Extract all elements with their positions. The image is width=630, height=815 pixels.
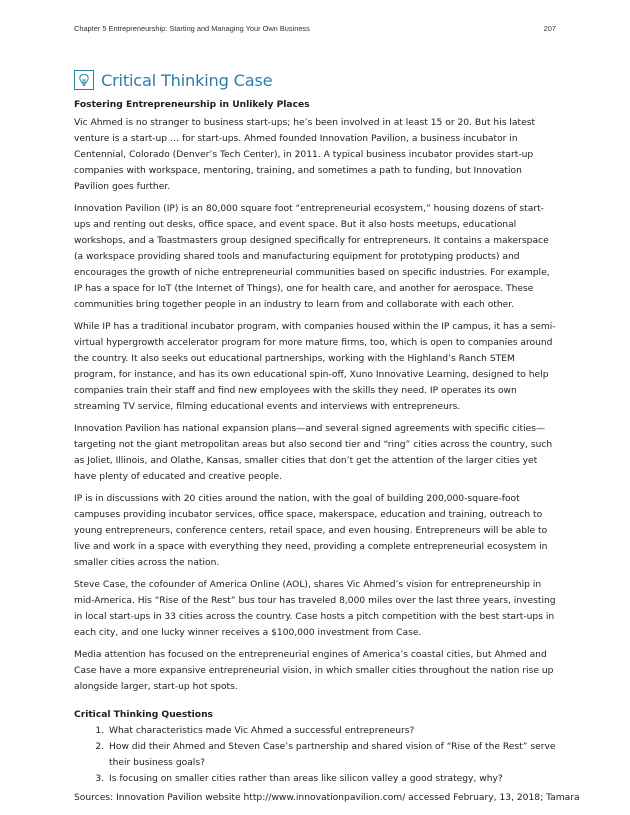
question-item: 1. What characteristics made Vic Ahmed a successful entrepreneurs? xyxy=(107,723,558,739)
article-body xyxy=(74,97,580,806)
running-header xyxy=(74,24,556,33)
paragraph: Steve Case, the cofounder of America Online (AOL), shares Vic Ahmed’s vision for entrepreneurship in mid-America. His “Rise of the Rest” bus tour has traveled 8,000 miles over the last three years, investing in local start-ups in 33 cities across the country. Case hosts a pitch competition with the best start-ups in each city, and one lucky winner receives a $100,000 investment from Case. xyxy=(74,580,556,638)
paragraph: IP is in discussions with 20 cities around the nation, with the goal of building 200,000-square-foot campuses providing incubator services, office space, makerspace, education and training, outreach to young entrepreneurs, conference centers, retail space, and even housing. Entrepreneurs will be able to live and work in a space with everything they need, providing a complete entrepreneurial ecosystem in smaller cities across the nation. xyxy=(74,494,548,568)
paragraph: Media attention has focused on the entrepreneurial engines of America’s coastal cities, but Ahmed and Case have a more expansive entrepreneurial vision, in which smaller cities throughout the nation rise up alongside larger, start-up hot spots. xyxy=(74,650,554,692)
feature-title: Critical Thinking Case xyxy=(101,71,273,90)
paragraph: Vic Ahmed is no stranger to business start-ups; he’s been involved in at least 15 or 20. But his latest venture is a start-up … for start-ups. Ahmed founded Innovation Pavilion, a business incubator in Centennial, Colorado (Denver’s Tech Center), in 2011. A typical business incubator provides start-up companies with workspace, mentoring, training, and sometimes a path to funding, but Innovation Pavilion goes further. xyxy=(74,118,536,192)
paragraph: While IP has a traditional incubator program, with companies housed within the IP campus, it has a semi-virtual hypergrowth accelerator program for more mature firms, too, which is open to companies around the country. It also seeks out educational partnerships, working with the Highland’s Ranch STEM program, for instance, and has its own educational spin-off, Xuno Innovative Learning, designed to help companies train their staff and find new employees with the skills they need. IP operates its own streaming TV service, filming educational events and interviews with entrepreneurs. xyxy=(74,322,556,412)
question-item: 3. Is focusing on smaller cities rather than areas like silicon valley a good strategy, why? xyxy=(107,771,558,787)
paragraph: Innovation Pavilion (IP) is an 80,000 square foot “entrepreneurial ecosystem,” housing dozens of start-ups and renting out desks, office space, and event space. But it also hosts meetups, educational workshops, and a Toastmasters group designed specifically for entrepreneurs. It contains a makerspace (a workspace providing shared tools and manufacturing equipment for prototyping products) and encourages the growth of niche entrepreneurial communities based on specific industries. For example, IP has a space for IoT (the Internet of Things), one for health care, and another for aerospace. These communities bring together people in an industry to learn from and collaborate with each other. xyxy=(74,204,550,310)
questions-heading: Critical Thinking Questions xyxy=(74,710,213,720)
sources-line: Sources: Innovation Pavilion website http://www.innovationpavilion.com/ accessed February, 13, 2018; Tamara xyxy=(74,793,580,803)
chapter-title: Chapter 5 Entrepreneurship: Starting and Managing Your Own Business xyxy=(74,24,310,33)
question-item: 2. How did their Ahmed and Steven Case’s partnership and shared vision of “Rise of the Rest” serve their business goals? xyxy=(107,739,558,771)
page-number: 207 xyxy=(543,24,556,33)
article-subtitle: Fostering Entrepreneurship in Unlikely Places xyxy=(74,100,310,110)
questions-list xyxy=(74,723,558,787)
paragraph: Innovation Pavilion has national expansion plans—and several signed agreements with specific cities—targeting not the giant metropolitan areas but also second tier and “ring” cities across the country, such as Joliet, Illinois, and Olathe, Kansas, smaller cities that don’t get the attention of the larger cities yet have plenty of educated and creative people. xyxy=(74,424,553,482)
lightbulb-icon xyxy=(74,70,94,90)
